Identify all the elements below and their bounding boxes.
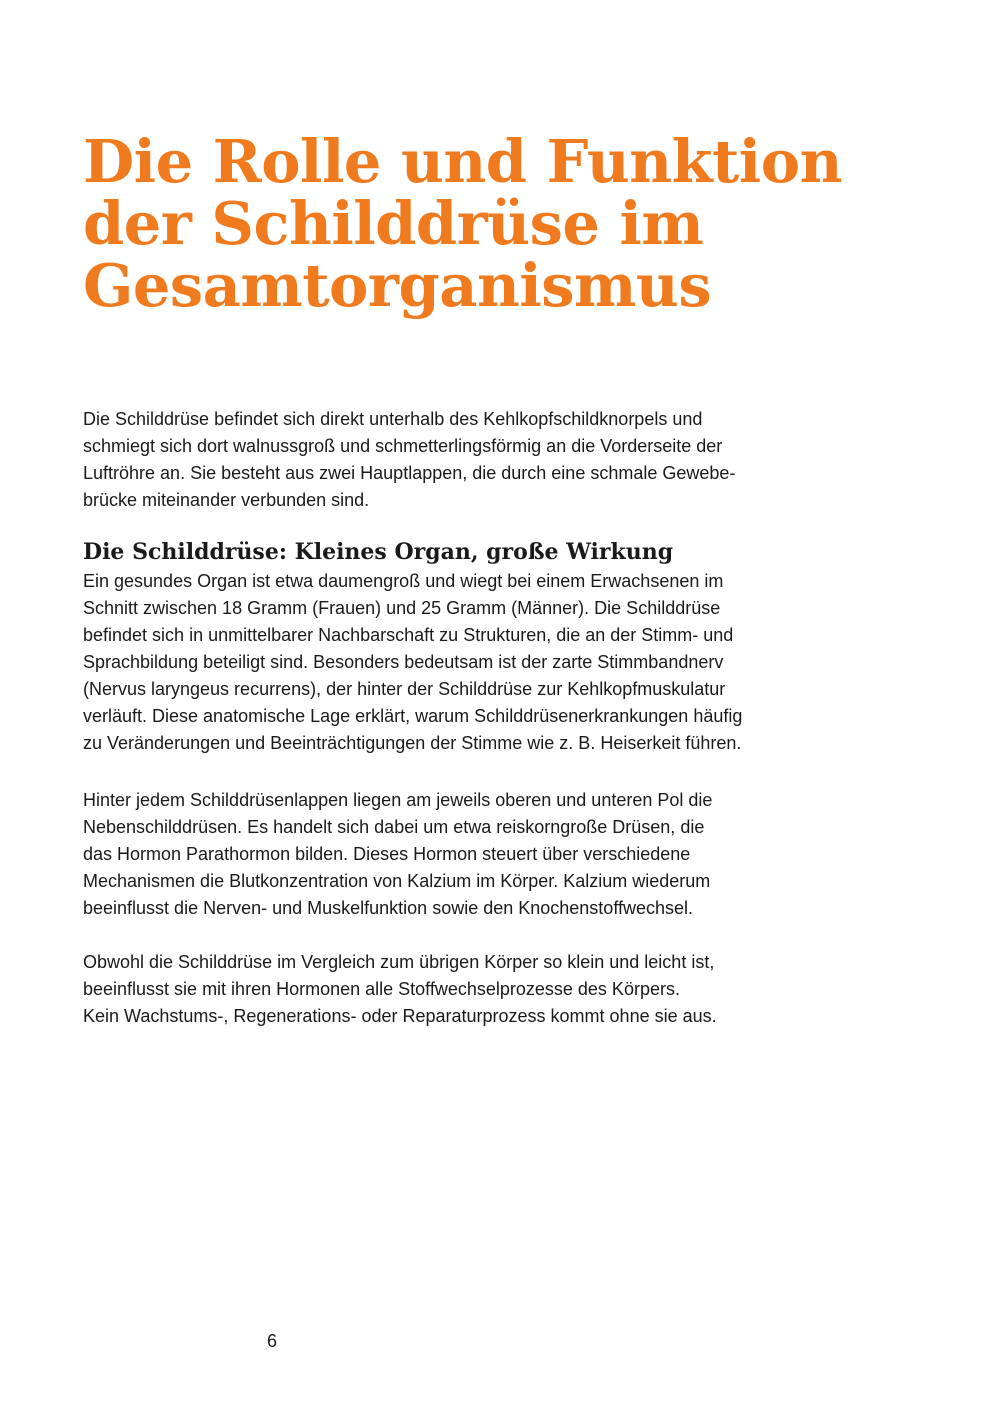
text-line: zu Veränderungen und Beeinträchtigungen der Stimme wie z. B. Heiserkeit führen. bbox=[83, 733, 742, 753]
text-line: Luftröhre an. Sie besteht aus zwei Hauptlappen, die durch eine schmale Gewebe- bbox=[83, 463, 736, 483]
text-line: Ein gesundes Organ ist etwa daumengroß und wiegt bei einem Erwachsenen im bbox=[83, 571, 724, 591]
text-line: schmiegt sich dort walnussgroß und schmetterlingsförmig an die Vorderseite der bbox=[83, 436, 723, 456]
text-line: (Nervus laryngeus recurrens), der hinter der Schilddrüse zur Kehlkopfmuskulatur bbox=[83, 679, 726, 699]
text-line: Sprachbildung beteiligt sind. Besonders bedeutsam ist der zarte Stimmbandnerv bbox=[83, 652, 724, 672]
section-heading: Die Schilddrüse: Kleines Organ, große Wirkung bbox=[83, 539, 674, 565]
text-line: das Hormon Parathormon bilden. Dieses Hormon steuert über verschiedene bbox=[83, 844, 691, 864]
text-line: Nebenschilddrüsen. Es handelt sich dabei um etwa reiskorngroße Drüsen, die bbox=[83, 817, 705, 837]
page-number: 6 bbox=[267, 1331, 278, 1351]
text-line: beeinflusst die Nerven- und Muskelfunktion sowie den Knochenstoffwechsel. bbox=[83, 898, 694, 918]
intro-paragraph bbox=[83, 406, 735, 514]
text-line: Mechanismen die Blutkonzentration von Kalzium im Körper. Kalzium wiederum bbox=[83, 871, 711, 891]
text-line: Die Schilddrüse befindet sich direkt unterhalb des Kehlkopfschildknorpels und bbox=[83, 409, 703, 429]
text-line: Schnitt zwischen 18 Gramm (Frauen) und 25 Gramm (Männer). Die Schilddrüse bbox=[83, 598, 721, 618]
text-line: verläuft. Diese anatomische Lage erklärt, warum Schilddrüsenerkrankungen häufig bbox=[83, 706, 743, 726]
title-line: Gesamtorganismus bbox=[83, 251, 712, 320]
title-line: Die Rolle und Funktion bbox=[83, 127, 842, 196]
text-line: brücke miteinander verbunden sind. bbox=[83, 490, 370, 510]
page-title bbox=[83, 127, 963, 320]
section-paragraph-2 bbox=[83, 787, 712, 922]
text-line: Hinter jedem Schilddrüsenlappen liegen am jeweils oberen und unteren Pol die bbox=[83, 790, 713, 810]
text-line: Kein Wachstums-, Regenerations- oder Reparaturprozess kommt ohne sie aus. bbox=[83, 1006, 717, 1026]
section-paragraph-3 bbox=[83, 949, 717, 1030]
text-line: befindet sich in unmittelbarer Nachbarschaft zu Strukturen, die an der Stimm- und bbox=[83, 625, 734, 645]
text-line: Obwohl die Schilddrüse im Vergleich zum übrigen Körper so klein und leicht ist, bbox=[83, 952, 715, 972]
section-paragraph-1 bbox=[83, 568, 742, 757]
text-line: beeinflusst sie mit ihren Hormonen alle Stoffwechselprozesse des Körpers. bbox=[83, 979, 680, 999]
title-line: der Schilddrüse im bbox=[83, 189, 704, 258]
